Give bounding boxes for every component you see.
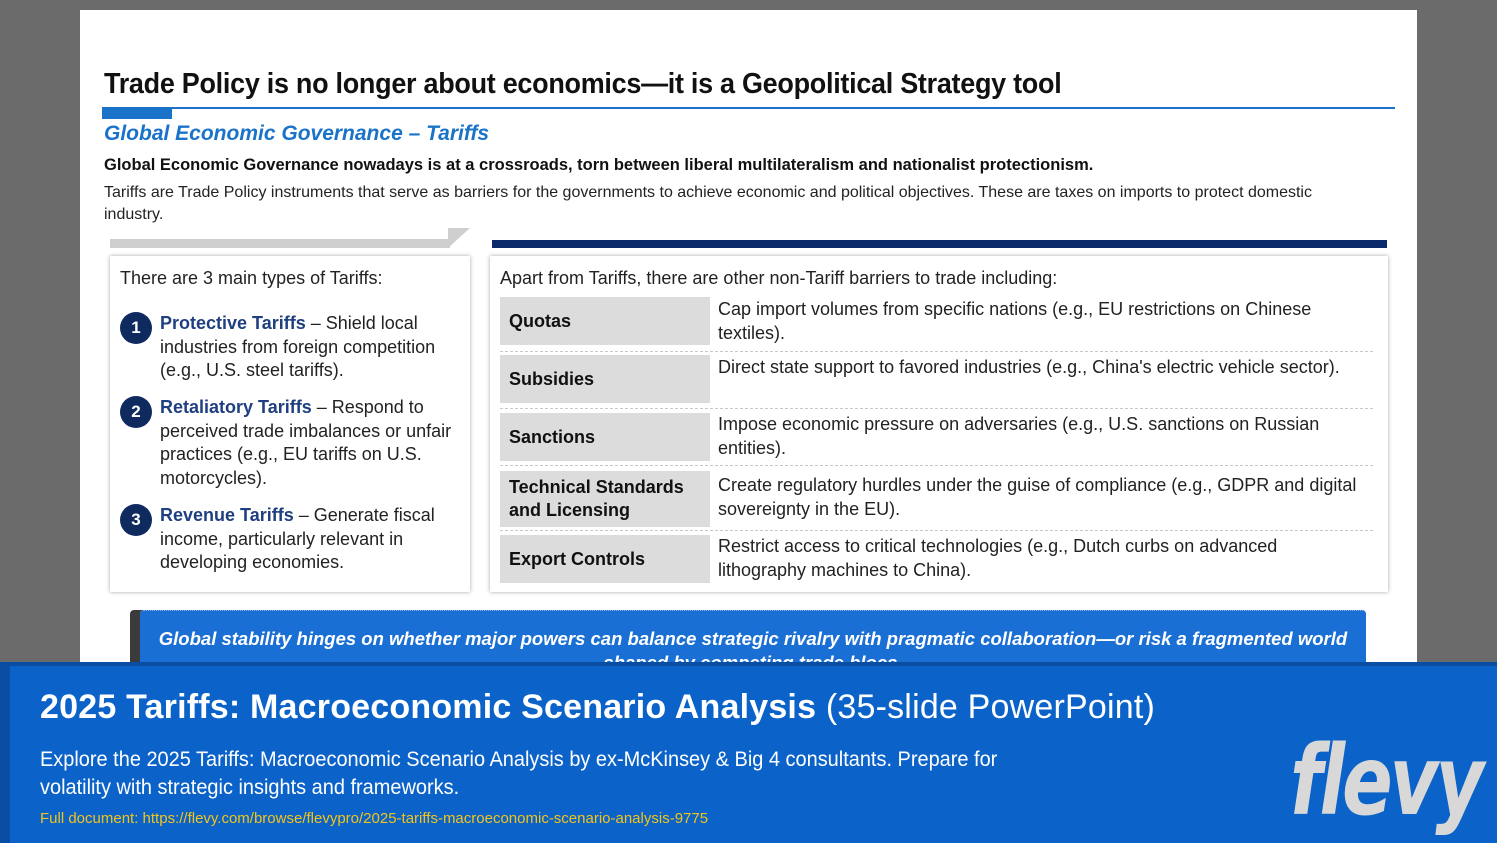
barrier-row-quotas (500, 297, 1373, 352)
tariff-name: Retaliatory Tariffs (160, 397, 312, 417)
barrier-label: Technical Standards and Licensing (500, 471, 710, 527)
tariff-text (160, 504, 465, 575)
barrier-label: Export Controls (500, 535, 710, 583)
slide (80, 10, 1417, 670)
barriers-intro: Apart from Tariffs, there are other non-Tariff barriers to trade including: (500, 268, 1058, 288)
tariff-name: Revenue Tariffs (160, 505, 294, 525)
tariff-types-intro: There are 3 main types of Tariffs: (120, 268, 383, 288)
barrier-text: Impose economic pressure on adversaries (e.g., U.S. sanctions on Russian entities). (718, 414, 1320, 458)
banner-title-suffix: (35-slide PowerPoint) (816, 688, 1156, 726)
tariff-detail: – Generate fiscal income, particularly relevant in developing economies. (160, 505, 435, 572)
number-badge: 3 (120, 504, 152, 536)
banner-left-edge (0, 662, 10, 843)
banner-top-edge (0, 662, 1497, 666)
gray-arrow-bar (110, 239, 450, 248)
barrier-text: Direct state support to favored industries (e.g., China's electric vehicle sector). (718, 357, 1340, 377)
barrier-label: Quotas (500, 297, 710, 345)
flevy-logo[interactable]: flevy (1290, 725, 1482, 837)
tariff-description: Tariffs are Trade Policy instruments that serve as barriers for the governments to achieve economic and political objectives. These are taxes on imports to protect domestic industry. (104, 184, 1312, 223)
barrier-text: Cap import volumes from specific nations (e.g., EU restrictions on Chinese textiles). (718, 299, 1312, 343)
number-badge: 1 (120, 312, 152, 344)
non-tariff-barriers-panel (490, 256, 1388, 592)
tariff-name: Protective Tariffs (160, 313, 306, 333)
lead-statement: Global Economic Governance nowadays is at a crossroads, torn between liberal multilateralism and nationalist protectionism. (104, 156, 1094, 174)
tariff-text (160, 312, 465, 383)
slide-subtitle: Global Economic Governance – Tariffs (104, 122, 490, 145)
banner-title-main: 2025 Tariffs: Macroeconomic Scenario Analysis (40, 688, 817, 726)
barrier-row-technical-standards (500, 468, 1373, 531)
tariff-types-panel (110, 256, 470, 592)
callout-text: Global stability hinges on whether major powers can balance strategic rivalry with pragmatic collaboration—or risk a fragmented world (158, 628, 1348, 649)
banner-description: Explore the 2025 Tariffs: Macroeconomic Scenario Analysis by ex-McKinsey & Big 4 consultants. Prepare for volatility with strategic insights and frameworks. (40, 748, 998, 799)
gray-arrow-tip (448, 228, 470, 248)
navy-header-bar (492, 240, 1387, 248)
banner-title (40, 688, 1155, 727)
barrier-row-subsidies (500, 354, 1373, 409)
tariff-detail: – Shield local industries from foreign competition (e.g., U.S. steel tariffs). (160, 313, 436, 380)
document-link[interactable]: Full document: https://flevy.com/browse/flevypro/2025-tariffs-macroeconomic-scenario-analysis-9775 (40, 810, 709, 827)
barrier-row-export-controls (500, 533, 1373, 587)
number-badge: 2 (120, 396, 152, 428)
barrier-label: Sanctions (500, 413, 710, 461)
barrier-row-sanctions (500, 411, 1373, 466)
tariff-detail: – Respond to perceived trade imbalances or unfair practices (e.g., EU tariffs on U.S. motorcycles). (160, 397, 452, 488)
barrier-text: Create regulatory hurdles under the guise of compliance (e.g., GDPR and digital sovereignty in the EU). (718, 475, 1357, 519)
tariff-text (160, 396, 465, 490)
slide-title: Trade Policy is no longer about economics—it is a Geopolitical Strategy tool (104, 68, 1062, 100)
title-rule (102, 107, 1395, 109)
barrier-label: Subsidies (500, 355, 710, 403)
title-accent (102, 109, 172, 119)
barrier-text: Restrict access to critical technologies (e.g., Dutch curbs on advanced lithography machines to China). (718, 536, 1278, 580)
